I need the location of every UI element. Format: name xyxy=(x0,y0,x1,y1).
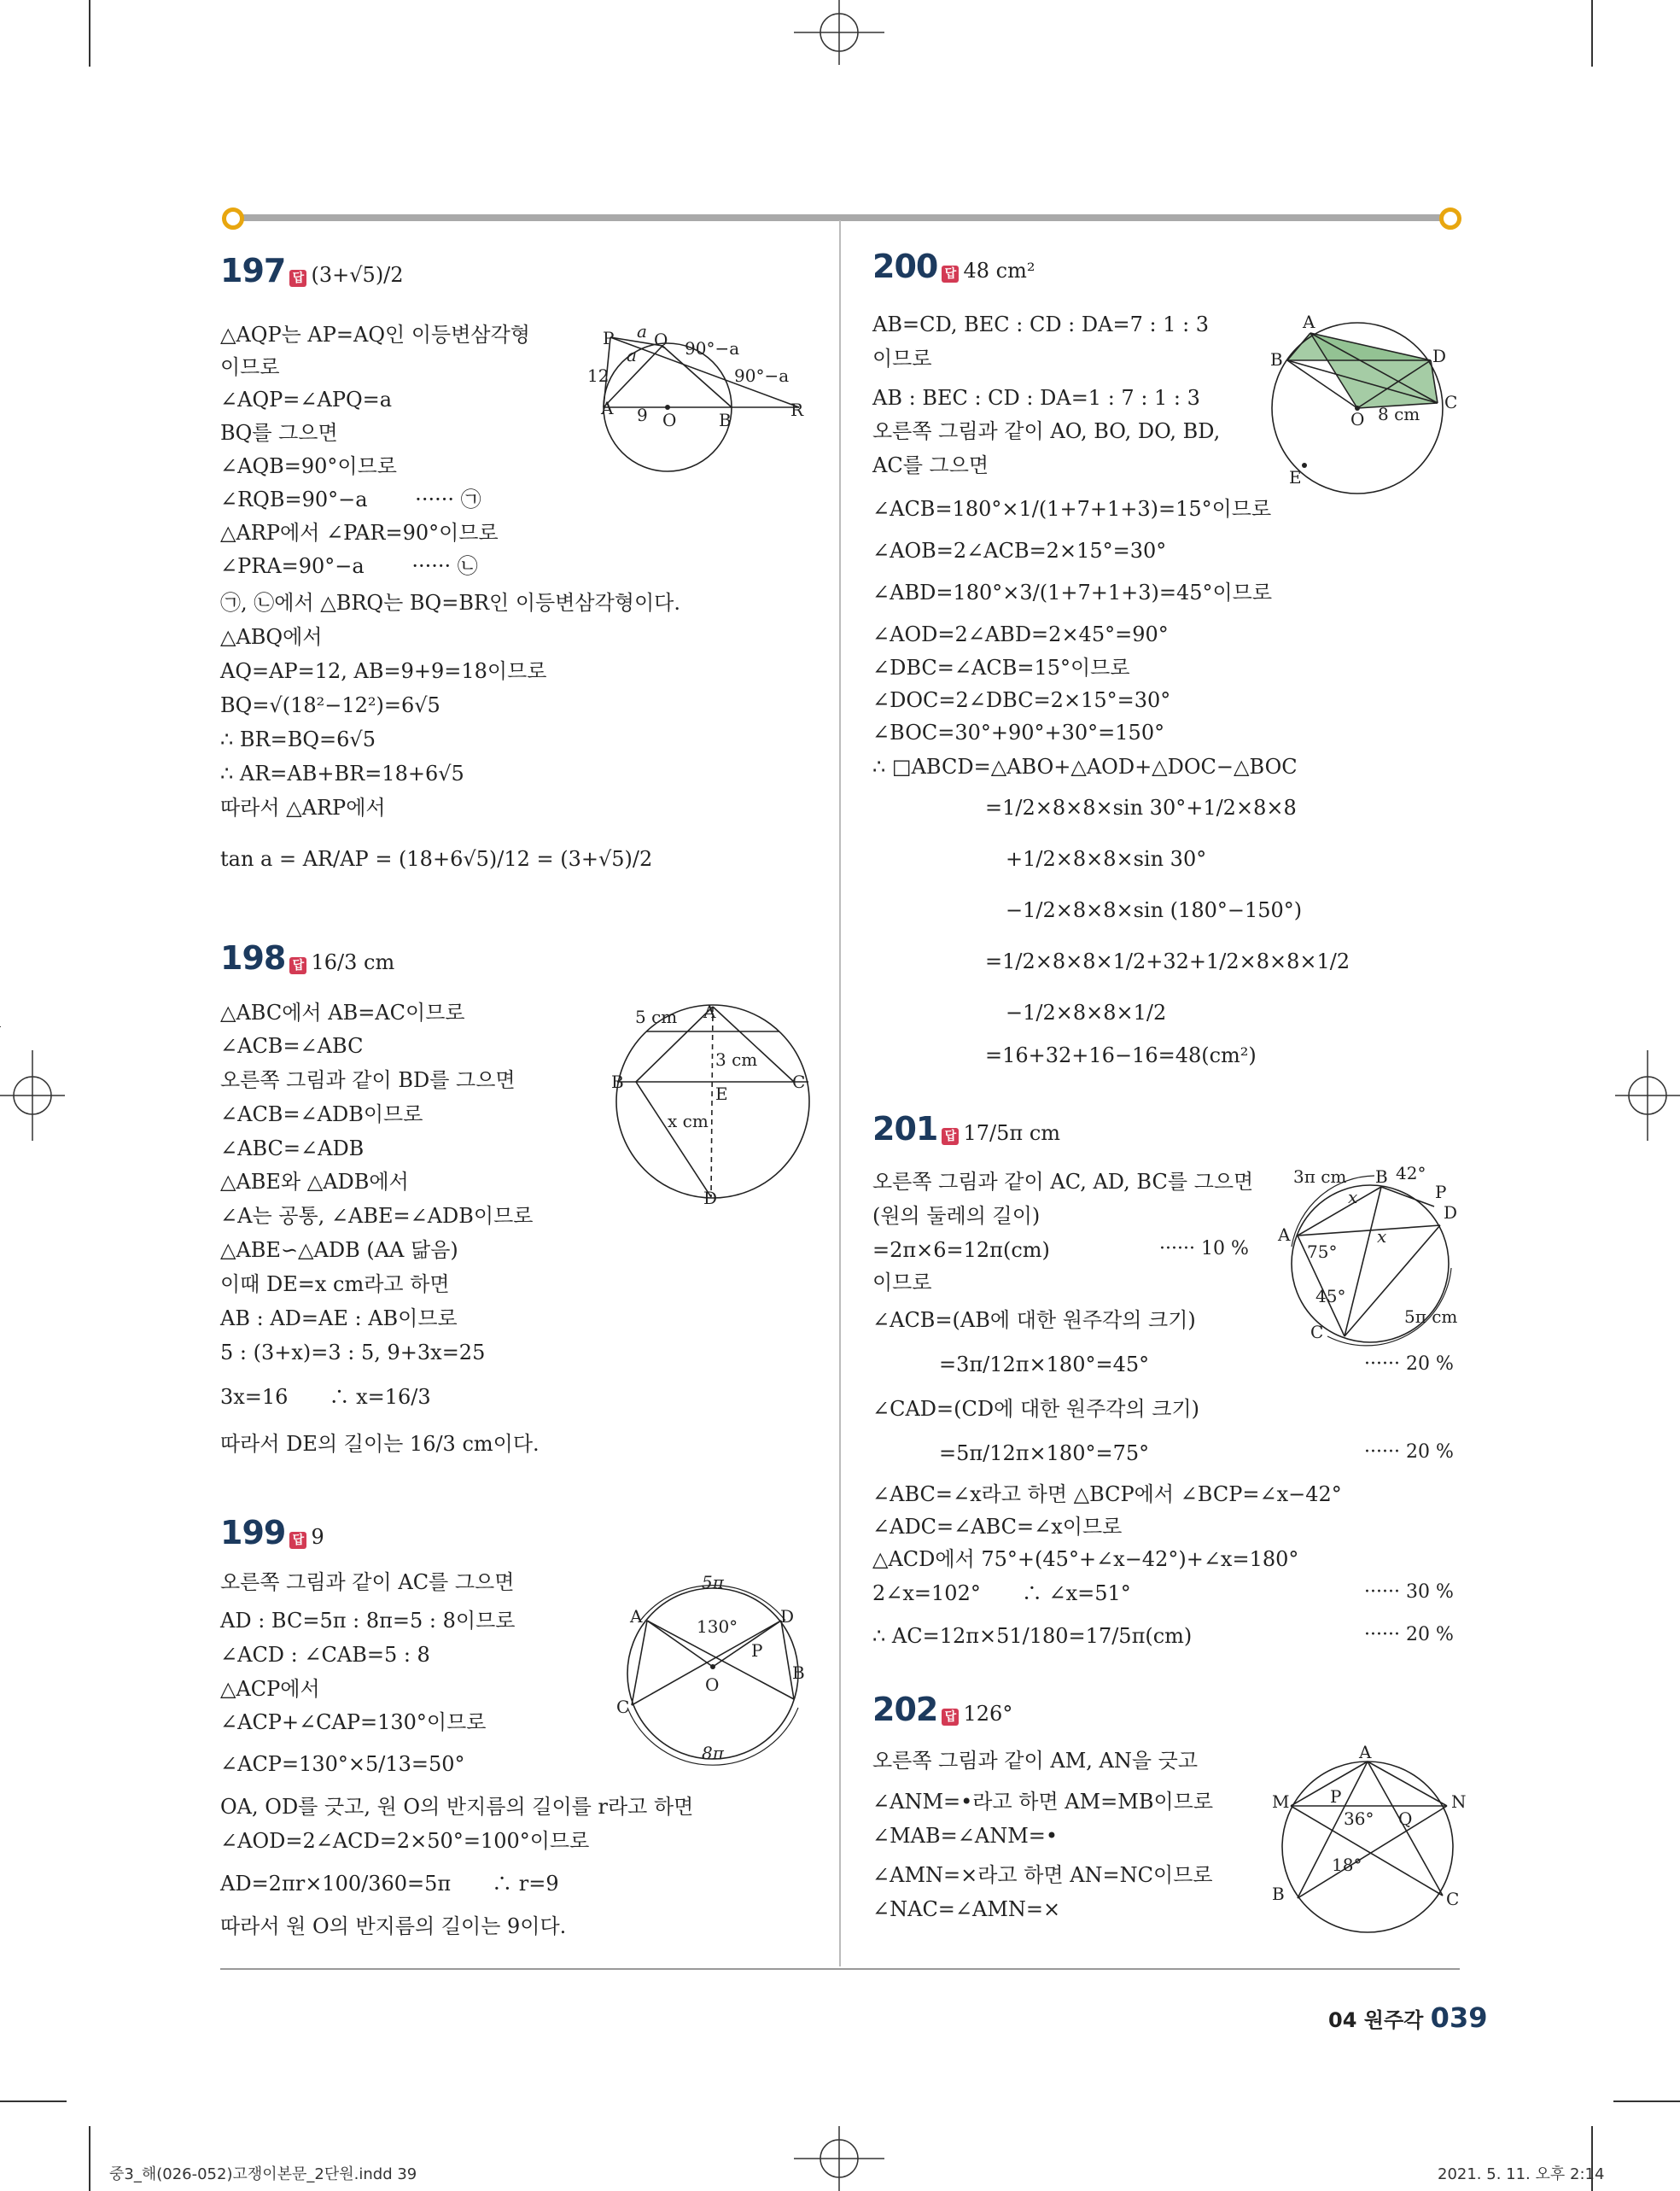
figure-label: B xyxy=(611,1072,624,1092)
solution-line: ∠ABC=∠x라고 하면 △BCP에서 ∠BCP=∠x−42° xyxy=(872,1482,1342,1506)
figure-label: C xyxy=(616,1697,630,1717)
solution-line: −1/2×8×8×sin (180°−150°) xyxy=(1006,898,1303,922)
solution-line: ∠AQB=90°이므로 xyxy=(220,454,397,478)
footer-timestamp: 2021. 5. 11. 오후 2:14 xyxy=(1438,2165,1605,2183)
solution-line: ∠ACD : ∠CAB=5 : 8 xyxy=(220,1643,430,1667)
solution-line: 오른쪽 그림과 같이 AC, AD, BC를 그으면 xyxy=(872,1170,1254,1194)
figure-label: x xyxy=(1377,1226,1387,1247)
solution-line: ∠ADC=∠ABC=∠x이므로 xyxy=(872,1515,1123,1539)
solution-line: ∠CAD=(CD에 대한 원주각의 크기) xyxy=(872,1397,1200,1421)
solution-line: ∴ AR=AB+BR=18+6√5 xyxy=(220,762,464,786)
figure-label: P xyxy=(1330,1786,1342,1807)
score-label: ······ 20 % xyxy=(1364,1624,1454,1645)
solution-line: △ABQ에서 xyxy=(220,625,323,649)
answer-text: 16/3 cm xyxy=(311,950,395,974)
solution-line: ∴ AC=12π×51/180=17/5π(cm) xyxy=(872,1624,1193,1648)
figure-label: C xyxy=(1444,392,1458,412)
solution-line: AB : BEC : CD : DA=1 : 7 : 1 : 3 xyxy=(872,386,1200,410)
solution-line: =16+32+16−16=48(cm²) xyxy=(985,1043,1257,1067)
figure-label: D xyxy=(1432,346,1447,366)
rule-dot-right xyxy=(1439,207,1461,230)
figure-label: B xyxy=(1270,349,1283,370)
answer-text: 17/5π cm xyxy=(963,1121,1061,1145)
solution-line: −1/2×8×8×1/2 xyxy=(1006,1001,1167,1025)
answer-badge: 답 xyxy=(289,270,306,287)
figure-label: 45° xyxy=(1315,1286,1346,1306)
figure-label: 18° xyxy=(1332,1855,1362,1875)
solution-line: △ABE∽△ADB (AA 닮음) xyxy=(220,1238,458,1262)
solution-line: △ABC에서 AB=AC이므로 xyxy=(220,1001,465,1025)
answer-badge: 답 xyxy=(289,1532,306,1549)
solution-line: 3x=16 ∴ x=16/3 xyxy=(220,1385,431,1409)
figure-label: A xyxy=(601,398,614,418)
problem-number: 197 xyxy=(220,252,286,289)
problem-199-header xyxy=(220,1514,324,1551)
solution-line: ∠AOD=2∠ACD=2×50°=100°이므로 xyxy=(220,1829,590,1853)
solution-line: ∠DBC=∠ACB=15°이므로 xyxy=(872,656,1130,680)
figure-label: 36° xyxy=(1344,1808,1374,1829)
answer-text: 126° xyxy=(963,1702,1013,1726)
figure-label: 9 xyxy=(637,405,648,425)
solution-line: 이므로 xyxy=(872,1271,932,1294)
solution-line: =2π×6=12π(cm) xyxy=(872,1238,1050,1262)
figure-label: 8π xyxy=(702,1743,724,1763)
solution-line: =3π/12π×180°=45° xyxy=(939,1353,1150,1376)
solution-line: △AQP는 AP=AQ인 이등변삼각형 xyxy=(220,323,530,347)
figure-label: N xyxy=(1451,1791,1467,1812)
answer-badge: 답 xyxy=(942,266,959,283)
solution-line: 이므로 xyxy=(872,347,932,371)
problem-number: 202 xyxy=(872,1691,938,1728)
figure-label: 90°−a xyxy=(734,365,790,386)
solution-line: AQ=AP=12, AB=9+9=18이므로 xyxy=(220,659,547,683)
problem-198-header xyxy=(220,939,394,977)
figure-label: 5π cm xyxy=(1404,1306,1458,1327)
figure-label: R xyxy=(790,400,804,420)
figure-label: C xyxy=(1446,1889,1460,1909)
figure-label: A xyxy=(1359,1742,1372,1762)
solution-line: 2∠x=102° ∴ ∠x=51° xyxy=(872,1581,1131,1605)
score-label: ······ 30 % xyxy=(1364,1581,1454,1603)
solution-line: 오른쪽 그림과 같이 AO, BO, DO, BD, xyxy=(872,419,1221,443)
rule-dot-left xyxy=(222,207,244,230)
solution-line: ∠ANM=•라고 하면 AM=MB이므로 xyxy=(872,1790,1214,1814)
solution-line: AD=2πr×100/360=5π ∴ r=9 xyxy=(220,1872,559,1896)
figure-label: O xyxy=(662,410,677,430)
solution-line: ∠ACB=∠ABC xyxy=(220,1034,364,1058)
running-head xyxy=(1328,2001,1487,2034)
figure-label: B xyxy=(1375,1166,1388,1187)
solution-line: AB=CD, BEC : CD : DA=7 : 1 : 3 xyxy=(872,313,1210,336)
figure-label: 3 cm xyxy=(715,1049,758,1070)
answer-text: (3+√5)/2 xyxy=(311,263,404,287)
answer-badge: 답 xyxy=(942,1709,959,1726)
figure-label: B xyxy=(792,1662,805,1683)
solution-line: 따라서 △ARP에서 xyxy=(220,796,386,820)
figure-label: Q xyxy=(654,330,668,350)
section-title: 04 원주각 xyxy=(1328,2008,1424,2032)
figure-label: O xyxy=(1350,409,1365,429)
figure-200 xyxy=(1263,307,1468,491)
figure-label: E xyxy=(715,1084,728,1104)
solution-line: 오른쪽 그림과 같이 AM, AN을 긋고 xyxy=(872,1749,1199,1773)
solution-line: ∠AOD=2∠ABD=2×45°=90° xyxy=(872,622,1169,646)
solution-line: 오른쪽 그림과 같이 BD를 그으면 xyxy=(220,1068,516,1092)
solution-line: ∠ACP+∠CAP=130°이므로 xyxy=(220,1710,487,1734)
solution-line: =5π/12π×180°=75° xyxy=(939,1441,1150,1465)
figure-label: 42° xyxy=(1396,1163,1426,1183)
answer-badge: 답 xyxy=(942,1128,959,1145)
solution-line: AB : AD=AE : AB이므로 xyxy=(220,1306,458,1330)
score-label: ······ 10 % xyxy=(1159,1238,1249,1259)
figure-202 xyxy=(1272,1742,1468,1943)
problem-201-header xyxy=(872,1110,1060,1148)
solution-line: △ACP에서 xyxy=(220,1677,320,1701)
answer-badge: 답 xyxy=(289,957,306,974)
column-divider xyxy=(839,220,841,1966)
figure-label: B xyxy=(719,410,732,430)
figure-label: E xyxy=(1289,467,1302,488)
figure-197 xyxy=(589,320,811,470)
problem-197-header xyxy=(220,252,404,289)
figure-label: a xyxy=(627,345,637,365)
solution-line: =1/2×8×8×sin 30°+1/2×8×8 xyxy=(985,796,1297,820)
figure-198 xyxy=(611,999,820,1212)
figure-label: 8 cm xyxy=(1378,404,1420,424)
footer-filename: 중3_해(026-052)고쟁이본문_2단원.indd 39 xyxy=(109,2165,417,2183)
figure-label: 3π cm xyxy=(1293,1166,1347,1187)
solution-line: ∴ □ABCD=△ABO+△AOD+△DOC−△BOC xyxy=(872,755,1298,779)
figure-201 xyxy=(1276,1163,1468,1345)
solution-line: ∠NAC=∠AMN=× xyxy=(872,1897,1061,1921)
solution-line: 이므로 xyxy=(220,355,280,379)
solution-line: OA, OD를 긋고, 원 O의 반지름의 길이를 r라고 하면 xyxy=(220,1795,694,1819)
figure-label: a xyxy=(637,321,647,342)
bottom-rule xyxy=(220,1968,1460,1970)
figure-label: P xyxy=(751,1640,763,1661)
figure-label: 130° xyxy=(697,1616,738,1637)
solution-line: ∠ACB=180°×1/(1+7+1+3)=15°이므로 xyxy=(872,497,1272,521)
figure-label: 75° xyxy=(1307,1242,1338,1262)
figure-label: 90°−a xyxy=(685,338,740,359)
figure-label: D xyxy=(1444,1202,1458,1223)
answer-text: 48 cm² xyxy=(963,259,1035,283)
solution-line: ∠AMN=×라고 하면 AN=NC이므로 xyxy=(872,1863,1213,1887)
solution-line: tan a = AR/AP = (18+6√5)/12 = (3+√5)/2 xyxy=(220,847,653,871)
figure-label: 5π xyxy=(702,1572,724,1592)
solution-line: ∠ACB=∠ADB이므로 xyxy=(220,1102,423,1126)
figure-label: A xyxy=(703,1002,716,1022)
answer-text: 9 xyxy=(311,1525,324,1549)
solution-line: 이때 DE=x cm라고 하면 xyxy=(220,1272,450,1296)
solution-line: ∠RQB=90°−a ······ ㉠ xyxy=(220,488,481,511)
solution-line: △ARP에서 ∠PAR=90°이므로 xyxy=(220,521,499,545)
solution-line: ∠AQP=∠APQ=a xyxy=(220,388,393,412)
solution-line: (원의 둘레의 길이) xyxy=(872,1204,1041,1228)
solution-line: ∠ABC=∠ADB xyxy=(220,1136,365,1160)
problem-202-header xyxy=(872,1691,1012,1728)
solution-line: △ABE와 △ADB에서 xyxy=(220,1170,409,1194)
solution-line: ∠BOC=30°+90°+30°=150° xyxy=(872,721,1165,745)
solution-line: 오른쪽 그림과 같이 AC를 그으면 xyxy=(220,1570,515,1594)
solution-line: ∠DOC=2∠DBC=2×15°=30° xyxy=(872,688,1171,712)
figure-label: D xyxy=(780,1606,795,1627)
problem-number: 201 xyxy=(872,1110,938,1148)
figure-label: A xyxy=(1303,312,1315,332)
figure-label: A xyxy=(1278,1224,1291,1245)
figure-label: P xyxy=(1435,1182,1447,1202)
figure-label: A xyxy=(630,1606,643,1627)
solution-line: ∴ BR=BQ=6√5 xyxy=(220,727,376,751)
solution-line: ∠MAB=∠ANM=• xyxy=(872,1824,1059,1848)
figure-label: D xyxy=(703,1188,718,1208)
solution-line: 따라서 DE의 길이는 16/3 cm이다. xyxy=(220,1432,540,1456)
solution-line: ∠ACB=(AB에 대한 원주각의 크기) xyxy=(872,1308,1196,1332)
figure-label: M xyxy=(1272,1791,1290,1812)
score-label: ······ 20 % xyxy=(1364,1353,1454,1375)
figure-label: C xyxy=(1310,1322,1324,1342)
figure-label: O xyxy=(705,1674,720,1695)
solution-line: ∠AOB=2∠ACB=2×15°=30° xyxy=(872,539,1167,563)
solution-line: ㉠, ㉡에서 △BRQ는 BQ=BR인 이등변삼각형이다. xyxy=(220,591,680,615)
problem-number: 200 xyxy=(872,248,938,285)
solution-line: △ACD에서 75°+(45°+∠x−42°)+∠x=180° xyxy=(872,1547,1299,1571)
solution-line: ∠ABD=180°×3/(1+7+1+3)=45°이므로 xyxy=(872,581,1273,605)
page-number: 039 xyxy=(1430,2001,1488,2034)
solution-line: BQ를 그으면 xyxy=(220,421,338,445)
solution-line: AD : BC=5π : 8π=5 : 8이므로 xyxy=(220,1609,516,1633)
solution-line: ∠A는 공통, ∠ABE=∠ADB이므로 xyxy=(220,1204,534,1228)
solution-line: +1/2×8×8×sin 30° xyxy=(1006,847,1207,871)
figure-label: C xyxy=(792,1072,806,1092)
figure-label: 5 cm xyxy=(635,1007,678,1027)
solution-line: ∠PRA=90°−a ······ ㉡ xyxy=(220,554,478,578)
figure-199 xyxy=(615,1571,820,1772)
figure-label: x xyxy=(1348,1187,1358,1207)
solution-line: BQ=√(18²−12²)=6√5 xyxy=(220,693,440,717)
score-label: ······ 20 % xyxy=(1364,1441,1454,1463)
problem-200-header xyxy=(872,248,1035,285)
figure-label: B xyxy=(1272,1884,1285,1904)
solution-line: =1/2×8×8×1/2+32+1/2×8×8×1/2 xyxy=(985,949,1350,973)
figure-label: 12 xyxy=(587,365,610,386)
figure-label: x cm xyxy=(668,1111,709,1131)
figure-label: P xyxy=(603,328,615,348)
solution-line: 5 : (3+x)=3 : 5, 9+3x=25 xyxy=(220,1341,486,1364)
figure-label: Q xyxy=(1398,1808,1413,1829)
solution-line: 따라서 원 O의 반지름의 길이는 9이다. xyxy=(220,1914,567,1938)
solution-line: AC를 그으면 xyxy=(872,453,989,477)
problem-number: 199 xyxy=(220,1514,286,1551)
solution-line: ∠ACP=130°×5/13=50° xyxy=(220,1752,465,1776)
problem-number: 198 xyxy=(220,939,286,977)
